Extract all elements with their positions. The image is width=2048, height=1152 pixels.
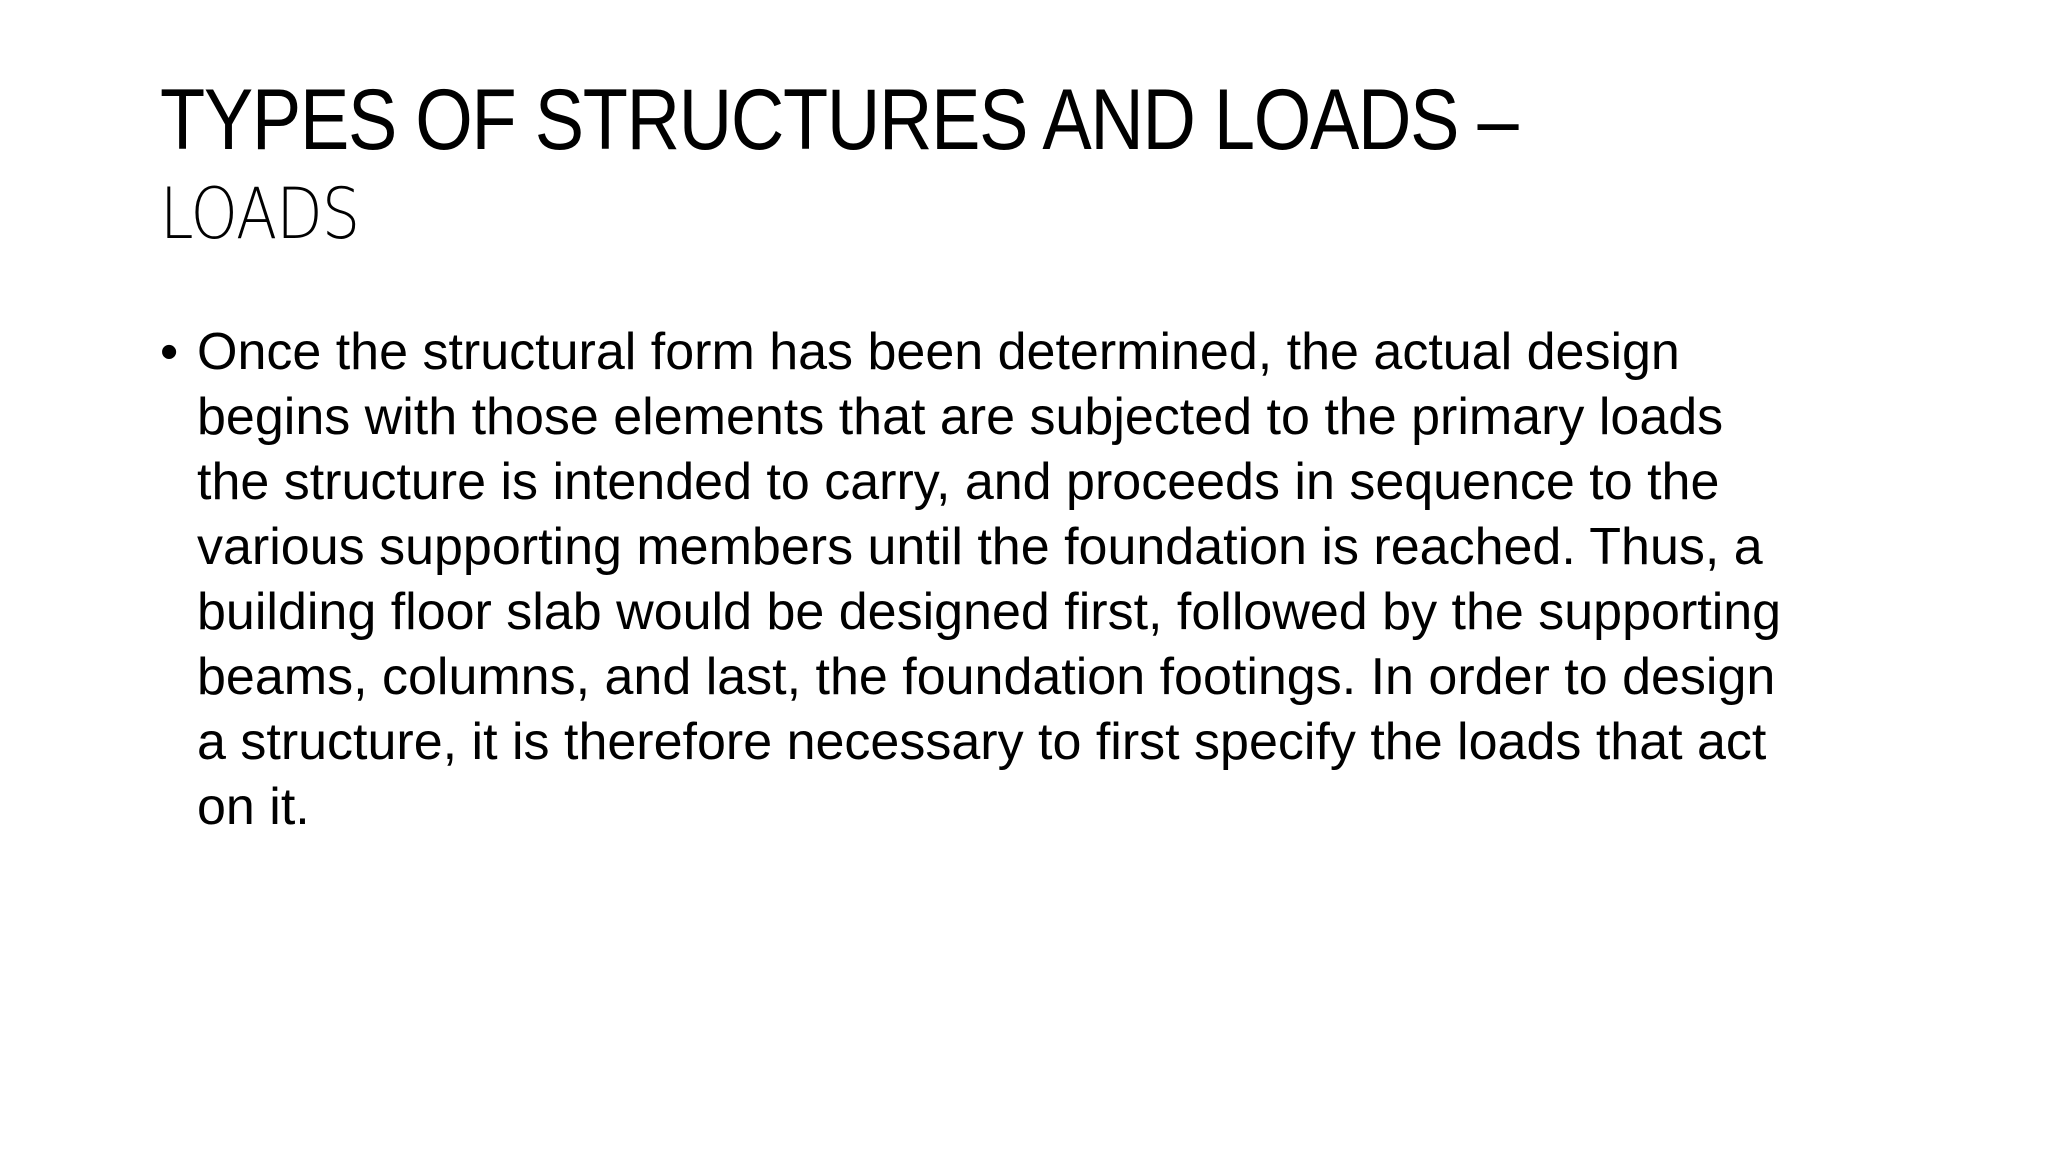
slide-title <box>160 72 1920 260</box>
title-subtitle: LOADS <box>160 173 360 255</box>
bullet-text-line: a structure, it is therefore necessary to first specify the loads that act <box>197 713 1767 771</box>
bullet-item <box>160 320 1920 840</box>
bullet-text-line: various supporting members until the foundation is reached. Thus, a <box>197 518 1763 576</box>
title-main: TYPES OF STRUCTURES AND LOADS – <box>160 72 1518 168</box>
bullet-text-line: begins with those elements that are subjected to the primary loads <box>197 388 1724 446</box>
bullet-text-line: the structure is intended to carry, and proceeds in sequence to the <box>197 453 1720 511</box>
bullet-text-line: on it. <box>197 778 310 836</box>
bullet-text-line: Once the structural form has been determined, the actual design <box>197 323 1680 381</box>
bullet-icon: • <box>160 323 179 381</box>
bullet-text-line: building floor slab would be designed first, followed by the supporting <box>197 583 1782 641</box>
bullet-text-line: beams, columns, and last, the foundation footings. In order to design <box>197 648 1776 706</box>
slide-body <box>160 320 1920 840</box>
